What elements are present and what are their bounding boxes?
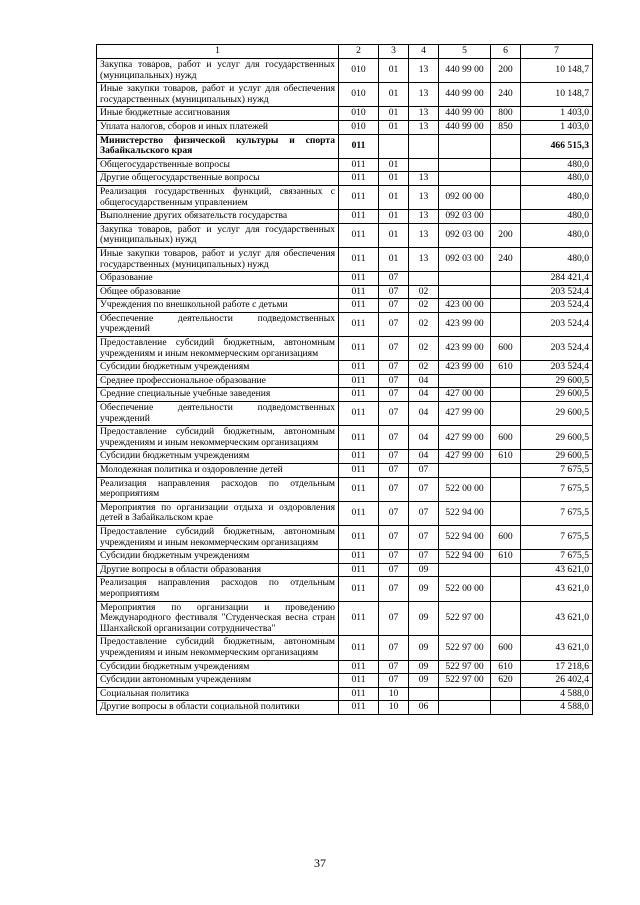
subsection-code-cell: 13 bbox=[409, 83, 439, 107]
expense-type-cell bbox=[491, 185, 521, 209]
item-name-cell: Субсидии бюджетным учреждениям bbox=[97, 660, 339, 674]
table-row bbox=[97, 687, 593, 701]
subsection-code-cell: 02 bbox=[409, 285, 439, 299]
subsection-code-cell: 06 bbox=[409, 701, 439, 715]
subsection-code-cell: 04 bbox=[409, 374, 439, 388]
item-name-cell: Субсидии бюджетным учреждениям bbox=[97, 361, 339, 375]
amount-cell: 17 218,6 bbox=[521, 660, 593, 674]
target-article-cell: 427 00 00 bbox=[439, 388, 491, 402]
target-article-cell: 423 99 00 bbox=[439, 337, 491, 361]
amount-cell: 466 515,3 bbox=[521, 134, 593, 158]
expense-type-cell: 240 bbox=[491, 83, 521, 107]
amount-cell: 43 621,0 bbox=[521, 563, 593, 577]
item-name-cell: Реализация направления расходов по отдельным мероприятиям bbox=[97, 477, 339, 501]
subsection-code-cell: 09 bbox=[409, 660, 439, 674]
amount-cell: 480,0 bbox=[521, 158, 593, 172]
section-code-cell: 07 bbox=[379, 337, 409, 361]
table-row bbox=[97, 172, 593, 186]
item-name-cell: Иные закупки товаров, работ и услуг для обеспечения государственных (муниципальных) нужд bbox=[97, 247, 339, 271]
amount-cell: 4 588,0 bbox=[521, 687, 593, 701]
amount-cell: 26 402,4 bbox=[521, 674, 593, 688]
table-body bbox=[97, 59, 593, 715]
item-name-cell: Реализация государственных функций, связанных с общегосударственным управлением bbox=[97, 185, 339, 209]
table-row bbox=[97, 660, 593, 674]
subsection-code-cell: 04 bbox=[409, 388, 439, 402]
subsection-code-cell: 07 bbox=[409, 464, 439, 478]
section-code-cell: 10 bbox=[379, 687, 409, 701]
column-header: 2 bbox=[339, 45, 379, 59]
amount-cell: 10 148,7 bbox=[521, 83, 593, 107]
expense-type-cell: 600 bbox=[491, 337, 521, 361]
item-name-cell: Субсидии бюджетным учреждениям bbox=[97, 450, 339, 464]
amount-cell: 29 600,5 bbox=[521, 402, 593, 426]
expense-type-cell: 850 bbox=[491, 120, 521, 134]
target-article-cell bbox=[439, 158, 491, 172]
section-code-cell: 07 bbox=[379, 477, 409, 501]
subsection-code-cell: 04 bbox=[409, 402, 439, 426]
expense-type-cell bbox=[491, 134, 521, 158]
table-row bbox=[97, 120, 593, 134]
table-row bbox=[97, 374, 593, 388]
ministry-code-cell: 011 bbox=[339, 450, 379, 464]
expense-type-cell: 800 bbox=[491, 107, 521, 121]
amount-cell: 480,0 bbox=[521, 247, 593, 271]
amount-cell: 203 524,4 bbox=[521, 361, 593, 375]
item-name-cell: Общегосударственные вопросы bbox=[97, 158, 339, 172]
section-code-cell: 07 bbox=[379, 636, 409, 660]
subsection-code-cell: 07 bbox=[409, 550, 439, 564]
table-row bbox=[97, 312, 593, 336]
subsection-code-cell: 02 bbox=[409, 299, 439, 313]
ministry-code-cell: 011 bbox=[339, 134, 379, 158]
ministry-code-cell: 011 bbox=[339, 210, 379, 224]
table-row bbox=[97, 272, 593, 286]
section-code-cell: 07 bbox=[379, 563, 409, 577]
subsection-code-cell: 09 bbox=[409, 563, 439, 577]
section-code-cell: 01 bbox=[379, 59, 409, 83]
item-name-cell: Молодежная политика и оздоровление детей bbox=[97, 464, 339, 478]
ministry-code-cell: 010 bbox=[339, 107, 379, 121]
ministry-code-cell: 011 bbox=[339, 525, 379, 549]
ministry-code-cell: 011 bbox=[339, 247, 379, 271]
item-name-cell: Мероприятия по организации и проведению Международного фестиваля "Студенческая весна стран Шанхайской организации сотрудничества" bbox=[97, 601, 339, 636]
section-code-cell: 10 bbox=[379, 701, 409, 715]
table-row bbox=[97, 477, 593, 501]
ministry-code-cell: 011 bbox=[339, 701, 379, 715]
column-header: 7 bbox=[521, 45, 593, 59]
ministry-code-cell: 011 bbox=[339, 550, 379, 564]
table-header-row bbox=[97, 45, 593, 59]
amount-cell: 203 524,4 bbox=[521, 312, 593, 336]
target-article-cell: 522 94 00 bbox=[439, 550, 491, 564]
ministry-code-cell: 011 bbox=[339, 272, 379, 286]
ministry-code-cell: 011 bbox=[339, 687, 379, 701]
expense-type-cell bbox=[491, 464, 521, 478]
expense-type-cell bbox=[491, 299, 521, 313]
target-article-cell: 092 03 00 bbox=[439, 247, 491, 271]
amount-cell: 29 600,5 bbox=[521, 374, 593, 388]
target-article-cell: 423 99 00 bbox=[439, 361, 491, 375]
subsection-code-cell bbox=[409, 134, 439, 158]
subsection-code-cell bbox=[409, 272, 439, 286]
expense-type-cell: 610 bbox=[491, 450, 521, 464]
expense-type-cell bbox=[491, 388, 521, 402]
table-row bbox=[97, 636, 593, 660]
table-row bbox=[97, 185, 593, 209]
expense-type-cell: 240 bbox=[491, 247, 521, 271]
expense-type-cell bbox=[491, 158, 521, 172]
item-name-cell: Мероприятия по организации отдыха и оздоровления детей в Забайкальском крае bbox=[97, 501, 339, 525]
subsection-code-cell: 02 bbox=[409, 361, 439, 375]
section-code-cell: 07 bbox=[379, 464, 409, 478]
amount-cell: 43 621,0 bbox=[521, 601, 593, 636]
section-code-cell: 01 bbox=[379, 158, 409, 172]
expense-type-cell: 610 bbox=[491, 361, 521, 375]
target-article-cell: 522 97 00 bbox=[439, 674, 491, 688]
subsection-code-cell: 13 bbox=[409, 223, 439, 247]
section-code-cell: 07 bbox=[379, 285, 409, 299]
expense-type-cell bbox=[491, 210, 521, 224]
table-row bbox=[97, 577, 593, 601]
table-row bbox=[97, 550, 593, 564]
table-row bbox=[97, 158, 593, 172]
section-code-cell: 07 bbox=[379, 577, 409, 601]
ministry-code-cell: 010 bbox=[339, 120, 379, 134]
ministry-code-cell: 011 bbox=[339, 402, 379, 426]
amount-cell: 203 524,4 bbox=[521, 299, 593, 313]
table-row bbox=[97, 59, 593, 83]
amount-cell: 43 621,0 bbox=[521, 636, 593, 660]
expense-type-cell bbox=[491, 577, 521, 601]
section-code-cell: 07 bbox=[379, 312, 409, 336]
section-code-cell: 01 bbox=[379, 120, 409, 134]
table-row bbox=[97, 299, 593, 313]
ministry-code-cell: 011 bbox=[339, 674, 379, 688]
section-code-cell: 07 bbox=[379, 550, 409, 564]
section-code-cell: 01 bbox=[379, 107, 409, 121]
table-row bbox=[97, 388, 593, 402]
expense-type-cell bbox=[491, 501, 521, 525]
expense-type-cell bbox=[491, 312, 521, 336]
expense-type-cell: 600 bbox=[491, 426, 521, 450]
target-article-cell bbox=[439, 272, 491, 286]
item-name-cell: Субсидии автономным учреждениям bbox=[97, 674, 339, 688]
amount-cell: 284 421,4 bbox=[521, 272, 593, 286]
item-name-cell: Другие вопросы в области социальной политики bbox=[97, 701, 339, 715]
subsection-code-cell: 09 bbox=[409, 674, 439, 688]
subsection-code-cell: 09 bbox=[409, 601, 439, 636]
ministry-code-cell: 011 bbox=[339, 374, 379, 388]
subsection-code-cell: 13 bbox=[409, 107, 439, 121]
target-article-cell: 423 00 00 bbox=[439, 299, 491, 313]
item-name-cell: Иные бюджетные ассигнования bbox=[97, 107, 339, 121]
expense-type-cell bbox=[491, 601, 521, 636]
target-article-cell: 440 99 00 bbox=[439, 59, 491, 83]
table-row bbox=[97, 210, 593, 224]
table-row bbox=[97, 337, 593, 361]
amount-cell: 7 675,5 bbox=[521, 550, 593, 564]
table-row bbox=[97, 107, 593, 121]
target-article-cell: 522 00 00 bbox=[439, 477, 491, 501]
amount-cell: 10 148,7 bbox=[521, 59, 593, 83]
section-code-cell: 07 bbox=[379, 525, 409, 549]
section-code-cell: 07 bbox=[379, 402, 409, 426]
table-row bbox=[97, 601, 593, 636]
expense-type-cell bbox=[491, 272, 521, 286]
subsection-code-cell: 13 bbox=[409, 247, 439, 271]
target-article-cell: 440 99 00 bbox=[439, 107, 491, 121]
expense-type-cell: 200 bbox=[491, 59, 521, 83]
item-name-cell: Уплата налогов, сборов и иных платежей bbox=[97, 120, 339, 134]
amount-cell: 29 600,5 bbox=[521, 388, 593, 402]
amount-cell: 43 621,0 bbox=[521, 577, 593, 601]
item-name-cell: Учреждения по внешкольной работе с детьми bbox=[97, 299, 339, 313]
item-name-cell: Обеспечение деятельности подведомственных учреждений bbox=[97, 312, 339, 336]
ministry-code-cell: 011 bbox=[339, 563, 379, 577]
section-code-cell: 07 bbox=[379, 272, 409, 286]
expense-type-cell: 620 bbox=[491, 674, 521, 688]
ministry-code-cell: 010 bbox=[339, 83, 379, 107]
target-article-cell: 522 97 00 bbox=[439, 660, 491, 674]
target-article-cell: 522 94 00 bbox=[439, 501, 491, 525]
target-article-cell: 522 94 00 bbox=[439, 525, 491, 549]
amount-cell: 7 675,5 bbox=[521, 501, 593, 525]
amount-cell: 480,0 bbox=[521, 210, 593, 224]
section-code-cell: 01 bbox=[379, 185, 409, 209]
target-article-cell: 427 99 00 bbox=[439, 426, 491, 450]
section-code-cell bbox=[379, 134, 409, 158]
table-row bbox=[97, 563, 593, 577]
item-name-cell: Выполнение других обязательств государства bbox=[97, 210, 339, 224]
table-row bbox=[97, 701, 593, 715]
column-header: 5 bbox=[439, 45, 491, 59]
item-name-cell: Общее образование bbox=[97, 285, 339, 299]
table-row bbox=[97, 285, 593, 299]
ministry-code-cell: 011 bbox=[339, 285, 379, 299]
item-name-cell: Закупка товаров, работ и услуг для государственных (муниципальных) нужд bbox=[97, 223, 339, 247]
table-row bbox=[97, 464, 593, 478]
target-article-cell: 092 03 00 bbox=[439, 223, 491, 247]
ministry-code-cell: 011 bbox=[339, 158, 379, 172]
amount-cell: 203 524,4 bbox=[521, 337, 593, 361]
expense-type-cell: 610 bbox=[491, 660, 521, 674]
ministry-code-cell: 011 bbox=[339, 172, 379, 186]
subsection-code-cell: 13 bbox=[409, 172, 439, 186]
table-row bbox=[97, 674, 593, 688]
target-article-cell: 522 97 00 bbox=[439, 636, 491, 660]
table-row bbox=[97, 134, 593, 158]
section-code-cell: 07 bbox=[379, 660, 409, 674]
amount-cell: 29 600,5 bbox=[521, 450, 593, 464]
amount-cell: 29 600,5 bbox=[521, 426, 593, 450]
column-header: 3 bbox=[379, 45, 409, 59]
subsection-code-cell: 13 bbox=[409, 59, 439, 83]
amount-cell: 480,0 bbox=[521, 185, 593, 209]
section-code-cell: 07 bbox=[379, 361, 409, 375]
expense-type-cell bbox=[491, 687, 521, 701]
expense-type-cell: 610 bbox=[491, 550, 521, 564]
amount-cell: 1 403,0 bbox=[521, 120, 593, 134]
amount-cell: 7 675,5 bbox=[521, 477, 593, 501]
item-name-cell: Иные закупки товаров, работ и услуг для обеспечения государственных (муниципальных) нужд bbox=[97, 83, 339, 107]
expense-type-cell bbox=[491, 285, 521, 299]
column-header: 4 bbox=[409, 45, 439, 59]
expense-type-cell bbox=[491, 563, 521, 577]
subsection-code-cell: 04 bbox=[409, 450, 439, 464]
expense-type-cell: 200 bbox=[491, 223, 521, 247]
ministry-code-cell: 011 bbox=[339, 601, 379, 636]
subsection-code-cell: 07 bbox=[409, 501, 439, 525]
target-article-cell: 522 97 00 bbox=[439, 601, 491, 636]
item-name-cell: Обеспечение деятельности подведомственных учреждений bbox=[97, 402, 339, 426]
subsection-code-cell: 07 bbox=[409, 525, 439, 549]
section-code-cell: 07 bbox=[379, 674, 409, 688]
item-name-cell: Социальная политика bbox=[97, 687, 339, 701]
expense-type-cell bbox=[491, 701, 521, 715]
expense-type-cell bbox=[491, 477, 521, 501]
section-code-cell: 07 bbox=[379, 601, 409, 636]
expense-type-cell bbox=[491, 172, 521, 186]
ministry-code-cell: 011 bbox=[339, 312, 379, 336]
item-name-cell: Предоставление субсидий бюджетным, автономным учреждениям и иным некоммерческим организациям bbox=[97, 525, 339, 549]
section-code-cell: 07 bbox=[379, 450, 409, 464]
item-name-cell: Среднее профессиональное образование bbox=[97, 374, 339, 388]
target-article-cell bbox=[439, 563, 491, 577]
table-row bbox=[97, 402, 593, 426]
amount-cell: 203 524,4 bbox=[521, 285, 593, 299]
expense-type-cell bbox=[491, 374, 521, 388]
item-name-cell: Закупка товаров, работ и услуг для государственных (муниципальных) нужд bbox=[97, 59, 339, 83]
ministry-code-cell: 010 bbox=[339, 59, 379, 83]
table-row bbox=[97, 361, 593, 375]
target-article-cell: 092 03 00 bbox=[439, 210, 491, 224]
subsection-code-cell bbox=[409, 687, 439, 701]
section-code-cell: 07 bbox=[379, 299, 409, 313]
amount-cell: 7 675,5 bbox=[521, 525, 593, 549]
subsection-code-cell: 02 bbox=[409, 337, 439, 361]
ministry-code-cell: 011 bbox=[339, 185, 379, 209]
subsection-code-cell: 13 bbox=[409, 120, 439, 134]
section-code-cell: 07 bbox=[379, 501, 409, 525]
target-article-cell bbox=[439, 134, 491, 158]
ministry-code-cell: 011 bbox=[339, 464, 379, 478]
table-row bbox=[97, 83, 593, 107]
amount-cell: 4 588,0 bbox=[521, 701, 593, 715]
page-number: 37 bbox=[314, 856, 326, 870]
target-article-cell: 423 99 00 bbox=[439, 312, 491, 336]
subsection-code-cell: 07 bbox=[409, 477, 439, 501]
amount-cell: 1 403,0 bbox=[521, 107, 593, 121]
ministry-code-cell: 011 bbox=[339, 337, 379, 361]
table-row bbox=[97, 247, 593, 271]
section-code-cell: 01 bbox=[379, 210, 409, 224]
section-code-cell: 01 bbox=[379, 83, 409, 107]
column-header: 6 bbox=[491, 45, 521, 59]
section-code-cell: 07 bbox=[379, 388, 409, 402]
subsection-code-cell: 04 bbox=[409, 426, 439, 450]
ministry-code-cell: 011 bbox=[339, 388, 379, 402]
ministry-code-cell: 011 bbox=[339, 426, 379, 450]
target-article-cell bbox=[439, 285, 491, 299]
target-article-cell bbox=[439, 701, 491, 715]
target-article-cell bbox=[439, 687, 491, 701]
subsection-code-cell: 02 bbox=[409, 312, 439, 336]
item-name-cell: Средние специальные учебные заведения bbox=[97, 388, 339, 402]
target-article-cell bbox=[439, 464, 491, 478]
table-row bbox=[97, 525, 593, 549]
item-name-cell: Реализация направления расходов по отдельным мероприятиям bbox=[97, 577, 339, 601]
target-article-cell bbox=[439, 172, 491, 186]
table-row bbox=[97, 450, 593, 464]
item-name-cell: Другие вопросы в области образования bbox=[97, 563, 339, 577]
expense-type-cell: 600 bbox=[491, 636, 521, 660]
subsection-code-cell bbox=[409, 158, 439, 172]
target-article-cell: 522 00 00 bbox=[439, 577, 491, 601]
ministry-code-cell: 011 bbox=[339, 223, 379, 247]
target-article-cell bbox=[439, 374, 491, 388]
column-header: 1 bbox=[97, 45, 339, 59]
item-name-cell: Министерство физической культуры и спорта Забайкальского края bbox=[97, 134, 339, 158]
section-code-cell: 07 bbox=[379, 426, 409, 450]
subsection-code-cell: 13 bbox=[409, 210, 439, 224]
target-article-cell: 427 99 00 bbox=[439, 450, 491, 464]
section-code-cell: 07 bbox=[379, 374, 409, 388]
table-row bbox=[97, 426, 593, 450]
ministry-code-cell: 011 bbox=[339, 636, 379, 660]
ministry-code-cell: 011 bbox=[339, 577, 379, 601]
item-name-cell: Субсидии бюджетным учреждениям bbox=[97, 550, 339, 564]
amount-cell: 480,0 bbox=[521, 223, 593, 247]
amount-cell: 7 675,5 bbox=[521, 464, 593, 478]
section-code-cell: 01 bbox=[379, 247, 409, 271]
ministry-code-cell: 011 bbox=[339, 299, 379, 313]
item-name-cell: Предоставление субсидий бюджетным, автономным учреждениям и иным некоммерческим организациям bbox=[97, 636, 339, 660]
section-code-cell: 01 bbox=[379, 172, 409, 186]
subsection-code-cell: 13 bbox=[409, 185, 439, 209]
subsection-code-cell: 09 bbox=[409, 636, 439, 660]
table-row bbox=[97, 501, 593, 525]
target-article-cell: 440 99 00 bbox=[439, 83, 491, 107]
item-name-cell: Другие общегосударственные вопросы bbox=[97, 172, 339, 186]
target-article-cell: 092 00 00 bbox=[439, 185, 491, 209]
amount-cell: 480,0 bbox=[521, 172, 593, 186]
expense-type-cell bbox=[491, 402, 521, 426]
budget-table bbox=[96, 44, 593, 715]
ministry-code-cell: 011 bbox=[339, 477, 379, 501]
table-row bbox=[97, 223, 593, 247]
ministry-code-cell: 011 bbox=[339, 660, 379, 674]
target-article-cell: 427 99 00 bbox=[439, 402, 491, 426]
item-name-cell: Предоставление субсидий бюджетным, автономным учреждениям и иным некоммерческим организациям bbox=[97, 426, 339, 450]
section-code-cell: 01 bbox=[379, 223, 409, 247]
item-name-cell: Предоставление субсидий бюджетным, автономным учреждениям и иным некоммерческим организациям bbox=[97, 337, 339, 361]
ministry-code-cell: 011 bbox=[339, 501, 379, 525]
subsection-code-cell: 09 bbox=[409, 577, 439, 601]
item-name-cell: Образование bbox=[97, 272, 339, 286]
ministry-code-cell: 011 bbox=[339, 361, 379, 375]
target-article-cell: 440 99 00 bbox=[439, 120, 491, 134]
expense-type-cell: 600 bbox=[491, 525, 521, 549]
